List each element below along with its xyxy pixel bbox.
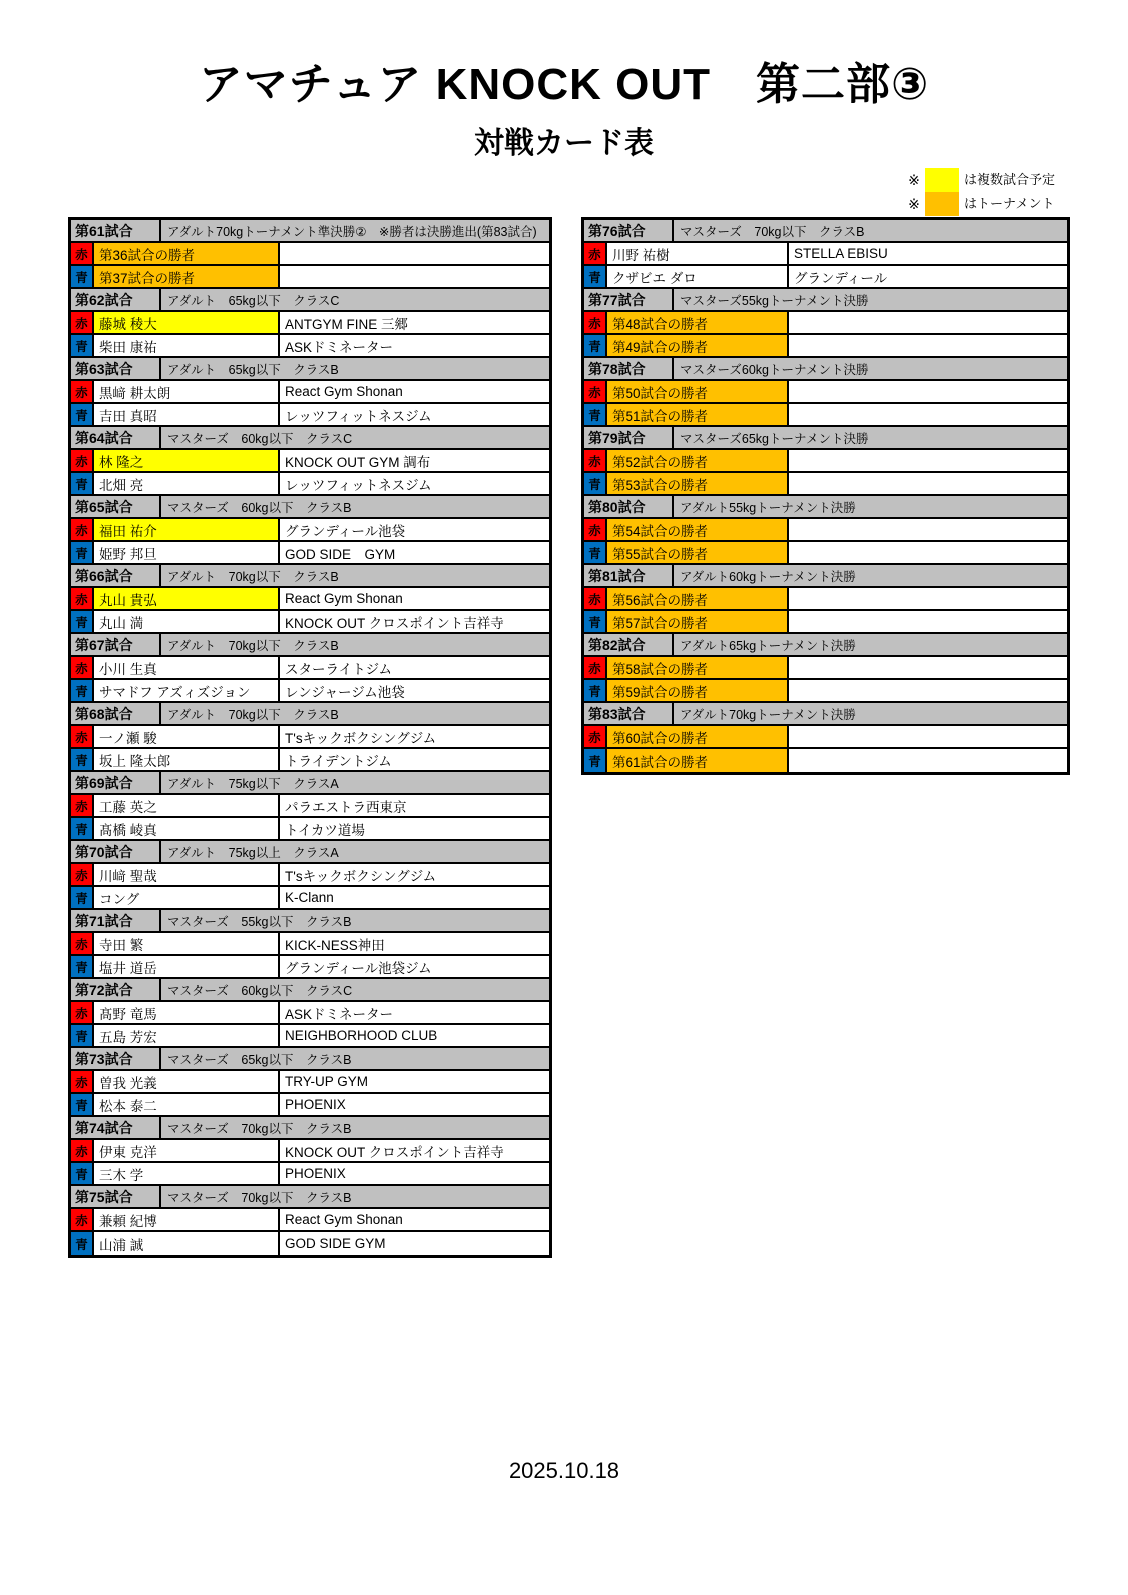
- match-header-row: [584, 496, 1067, 519]
- match-block: [71, 841, 549, 910]
- blue-fighter-row: [71, 335, 549, 358]
- fighter-name: クザビエ ダロ: [607, 266, 789, 287]
- orange-swatch: [925, 192, 959, 216]
- fighter-name: 髙野 竜馬: [94, 1002, 280, 1023]
- fighter-gym: トイカツ道場: [280, 818, 549, 839]
- blue-corner-badge: 青: [584, 749, 607, 772]
- legend-item-multiple-bouts: [903, 168, 1073, 192]
- blue-corner-badge: 青: [71, 749, 94, 770]
- fighter-gym: ANTGYM FINE 三郷: [280, 312, 549, 333]
- fighter-gym: [789, 588, 1067, 609]
- match-header-row: [584, 220, 1067, 243]
- blue-corner-badge: 青: [584, 611, 607, 632]
- fighter-name: 北畑 亮: [94, 473, 280, 494]
- fighter-gym: グランディール池袋: [280, 519, 549, 540]
- fighter-name: 塩井 道岳: [94, 956, 280, 977]
- match-number: 第65試合: [71, 496, 161, 517]
- fighter-gym: React Gym Shonan: [280, 588, 549, 609]
- red-corner-badge: 赤: [71, 864, 94, 885]
- fighter-gym: [789, 749, 1067, 772]
- fighter-name: 髙橋 崚真: [94, 818, 280, 839]
- fighter-name: 山浦 誠: [94, 1232, 280, 1255]
- reference-mark: ※: [908, 196, 920, 212]
- match-number: 第73試合: [71, 1048, 161, 1069]
- fighter-gym: グランディール: [789, 266, 1067, 287]
- fighter-gym: [789, 312, 1067, 333]
- fighter-name: 丸山 貴弘: [94, 588, 280, 609]
- match-number: 第78試合: [584, 358, 674, 379]
- match-header-row: [71, 220, 549, 243]
- match-number: 第72試合: [71, 979, 161, 1000]
- red-fighter-row: [71, 1140, 549, 1163]
- blue-corner-badge: 青: [584, 473, 607, 494]
- fighter-name: 第60試合の勝者: [607, 726, 789, 747]
- match-number: 第68試合: [71, 703, 161, 724]
- fighter-name: 川﨑 聖哉: [94, 864, 280, 885]
- blue-corner-badge: 青: [71, 473, 94, 494]
- match-number: 第82試合: [584, 634, 674, 655]
- match-category: マスターズ 70kg以下 クラスB: [161, 1186, 549, 1207]
- blue-fighter-row: [71, 404, 549, 427]
- fighter-name: 第53試合の勝者: [607, 473, 789, 494]
- match-header-row: [71, 1048, 549, 1071]
- blue-fighter-row: [584, 473, 1067, 496]
- match-category: アダルト65kgトーナメント決勝: [674, 634, 1067, 655]
- fighter-name: 第52試合の勝者: [607, 450, 789, 471]
- match-category: マスターズ 60kg以下 クラスC: [161, 427, 549, 448]
- blue-fighter-row: [71, 1163, 549, 1186]
- fighter-gym: [789, 680, 1067, 701]
- fighter-name: 三木 学: [94, 1163, 280, 1184]
- blue-corner-badge: 青: [71, 542, 94, 563]
- fighter-gym: PHOENIX: [280, 1094, 549, 1115]
- red-fighter-row: [584, 588, 1067, 611]
- red-corner-badge: 赤: [71, 519, 94, 540]
- page-title: アマチュア KNOCK OUT 第二部③: [198, 60, 930, 109]
- fighter-name: 第56試合の勝者: [607, 588, 789, 609]
- match-number: 第77試合: [584, 289, 674, 310]
- red-corner-badge: 赤: [584, 450, 607, 471]
- fighter-name: 兼頼 紀博: [94, 1209, 280, 1230]
- fighter-name: 吉田 真昭: [94, 404, 280, 425]
- fighter-name: 第59試合の勝者: [607, 680, 789, 701]
- fighter-name: 寺田 繁: [94, 933, 280, 954]
- match-category: アダルト 75kg以上 クラスA: [161, 841, 549, 862]
- blue-corner-badge: 青: [71, 1232, 94, 1255]
- match-category: マスターズ 55kg以下 クラスB: [161, 910, 549, 931]
- match-header-row: [71, 703, 549, 726]
- fighter-gym: KNOCK OUT クロスポイント吉祥寺: [280, 1140, 549, 1161]
- match-category: マスターズ55kgトーナメント決勝: [674, 289, 1067, 310]
- legend-label: はトーナメント: [964, 196, 1055, 211]
- blue-corner-badge: 青: [71, 887, 94, 908]
- match-category: マスターズ 60kg以下 クラスB: [161, 496, 549, 517]
- blue-corner-badge: 青: [71, 1163, 94, 1184]
- fighter-name: 姫野 邦旦: [94, 542, 280, 563]
- match-category: マスターズ 70kg以下 クラスB: [161, 1117, 549, 1138]
- fighter-gym: パラエストラ西東京: [280, 795, 549, 816]
- red-corner-badge: 赤: [584, 381, 607, 402]
- match-category: マスターズ 65kg以下 クラスB: [161, 1048, 549, 1069]
- blue-corner-badge: 青: [71, 680, 94, 701]
- fighter-name: 工藤 英之: [94, 795, 280, 816]
- match-header-row: [71, 979, 549, 1002]
- match-number: 第74試合: [71, 1117, 161, 1138]
- fighter-gym: T'sキックボクシングジム: [280, 726, 549, 747]
- red-corner-badge: 赤: [71, 312, 94, 333]
- red-corner-badge: 赤: [584, 312, 607, 333]
- match-number: 第81試合: [584, 565, 674, 586]
- fighter-name: 一ノ瀬 駿: [94, 726, 280, 747]
- blue-fighter-row: [71, 956, 549, 979]
- red-corner-badge: 赤: [584, 726, 607, 747]
- fighter-gym: レッツフィットネスジム: [280, 473, 549, 494]
- blue-fighter-row: [71, 542, 549, 565]
- red-fighter-row: [71, 243, 549, 266]
- fighter-name: 第61試合の勝者: [607, 749, 789, 772]
- match-block: [71, 289, 549, 358]
- match-number: 第63試合: [71, 358, 161, 379]
- match-number: 第79試合: [584, 427, 674, 448]
- blue-corner-badge: 青: [71, 335, 94, 356]
- fighter-name: 丸山 満: [94, 611, 280, 632]
- fighter-name: 福田 祐介: [94, 519, 280, 540]
- blue-corner-badge: 青: [71, 818, 94, 839]
- match-category: マスターズ65kgトーナメント決勝: [674, 427, 1067, 448]
- match-block: [584, 358, 1067, 427]
- match-header-row: [584, 703, 1067, 726]
- fighter-gym: TRY-UP GYM: [280, 1071, 549, 1092]
- red-fighter-row: [584, 726, 1067, 749]
- fighter-gym: レンジャージム池袋: [280, 680, 549, 701]
- match-block: [71, 220, 549, 289]
- match-block: [71, 358, 549, 427]
- match-block: [71, 1048, 549, 1117]
- fighter-gym: [789, 542, 1067, 563]
- red-corner-badge: 赤: [71, 1140, 94, 1161]
- blue-fighter-row: [71, 266, 549, 289]
- fighter-name: サマドフ アズィズジョン: [94, 680, 280, 701]
- fighter-name: 川野 祐樹: [607, 243, 789, 264]
- match-category: アダルト70kgトーナメント準決勝② ※勝者は決勝進出(第83試合): [161, 220, 549, 241]
- match-category: アダルト 70kg以下 クラスB: [161, 703, 549, 724]
- match-block: [584, 220, 1067, 289]
- match-block: [71, 565, 549, 634]
- red-fighter-row: [71, 1209, 549, 1232]
- legend: [903, 168, 1073, 216]
- red-corner-badge: 赤: [71, 795, 94, 816]
- match-number: 第66試合: [71, 565, 161, 586]
- fighter-name: 第58試合の勝者: [607, 657, 789, 678]
- red-fighter-row: [71, 381, 549, 404]
- match-table-left: [68, 217, 552, 1258]
- fighter-gym: [789, 381, 1067, 402]
- fighter-name: 五島 芳宏: [94, 1025, 280, 1046]
- blue-fighter-row: [71, 473, 549, 496]
- match-block: [584, 634, 1067, 703]
- red-fighter-row: [71, 1002, 549, 1025]
- fighter-name: 第57試合の勝者: [607, 611, 789, 632]
- blue-corner-badge: 青: [71, 266, 94, 287]
- fighter-name: 柴田 康祐: [94, 335, 280, 356]
- fighter-gym: KNOCK OUT GYM 調布: [280, 450, 549, 471]
- legend-label: は複数試合予定: [964, 172, 1056, 187]
- fighter-name: 藤城 稜大: [94, 312, 280, 333]
- red-corner-badge: 赤: [584, 243, 607, 264]
- red-fighter-row: [584, 657, 1067, 680]
- red-corner-badge: 赤: [71, 933, 94, 954]
- match-category: アダルト 70kg以下 クラスB: [161, 634, 549, 655]
- match-header-row: [584, 358, 1067, 381]
- match-header-row: [71, 1186, 549, 1209]
- red-fighter-row: [584, 312, 1067, 335]
- fighter-name: 小川 生真: [94, 657, 280, 678]
- match-header-row: [71, 496, 549, 519]
- fighter-name: コング: [94, 887, 280, 908]
- fighter-gym: スターライトジム: [280, 657, 549, 678]
- red-fighter-row: [584, 450, 1067, 473]
- blue-fighter-row: [71, 1232, 549, 1255]
- blue-fighter-row: [584, 266, 1067, 289]
- fighter-name: 第54試合の勝者: [607, 519, 789, 540]
- match-block: [584, 703, 1067, 772]
- red-corner-badge: 赤: [584, 519, 607, 540]
- fighter-gym: React Gym Shonan: [280, 381, 549, 402]
- red-fighter-row: [71, 933, 549, 956]
- fighter-gym: T'sキックボクシングジム: [280, 864, 549, 885]
- red-fighter-row: [71, 312, 549, 335]
- match-header-row: [71, 910, 549, 933]
- blue-corner-badge: 青: [71, 1025, 94, 1046]
- match-header-row: [71, 427, 549, 450]
- blue-fighter-row: [584, 749, 1067, 772]
- fighter-gym: [789, 450, 1067, 471]
- match-block: [71, 772, 549, 841]
- red-corner-badge: 赤: [71, 243, 94, 264]
- fighter-gym: React Gym Shonan: [280, 1209, 549, 1230]
- blue-fighter-row: [71, 1025, 549, 1048]
- match-number: 第69試合: [71, 772, 161, 793]
- fighter-name: 第48試合の勝者: [607, 312, 789, 333]
- match-number: 第76試合: [584, 220, 674, 241]
- fighter-gym: [789, 335, 1067, 356]
- fighter-gym: [789, 519, 1067, 540]
- match-category: マスターズ60kgトーナメント決勝: [674, 358, 1067, 379]
- match-header-row: [584, 634, 1067, 657]
- red-corner-badge: 赤: [71, 1209, 94, 1230]
- blue-corner-badge: 青: [71, 956, 94, 977]
- match-header-row: [71, 841, 549, 864]
- fighter-gym: [789, 657, 1067, 678]
- red-fighter-row: [584, 381, 1067, 404]
- fighter-gym: グランディール池袋ジム: [280, 956, 549, 977]
- red-corner-badge: 赤: [71, 450, 94, 471]
- fighter-gym: PHOENIX: [280, 1163, 549, 1184]
- fighter-name: 伊東 克洋: [94, 1140, 280, 1161]
- fighter-gym: KNOCK OUT クロスポイント吉祥寺: [280, 611, 549, 632]
- match-category: アダルト55kgトーナメント決勝: [674, 496, 1067, 517]
- blue-fighter-row: [584, 335, 1067, 358]
- match-header-row: [71, 289, 549, 312]
- blue-fighter-row: [71, 611, 549, 634]
- blue-corner-badge: 青: [71, 1094, 94, 1115]
- event-date: 2025.10.18: [508, 1458, 620, 1483]
- fighter-gym: GOD SIDE GYM: [280, 542, 549, 563]
- match-number: 第62試合: [71, 289, 161, 310]
- red-corner-badge: 赤: [71, 657, 94, 678]
- match-block: [584, 565, 1067, 634]
- blue-corner-badge: 青: [71, 611, 94, 632]
- match-header-row: [584, 565, 1067, 588]
- fighter-name: 第36試合の勝者: [94, 243, 280, 264]
- fighter-gym: NEIGHBORHOOD CLUB: [280, 1025, 549, 1046]
- red-fighter-row: [71, 795, 549, 818]
- match-header-row: [71, 772, 549, 795]
- fighter-gym: K-Clann: [280, 887, 549, 908]
- match-number: 第83試合: [584, 703, 674, 724]
- blue-fighter-row: [584, 611, 1067, 634]
- match-category: アダルト70kgトーナメント決勝: [674, 703, 1067, 724]
- fighter-gym: レッツフィットネスジム: [280, 404, 549, 425]
- match-category: アダルト 70kg以下 クラスB: [161, 565, 549, 586]
- reference-mark: ※: [908, 172, 920, 188]
- match-header-row: [71, 358, 549, 381]
- fighter-name: 黒﨑 耕太朗: [94, 381, 280, 402]
- blue-fighter-row: [584, 404, 1067, 427]
- match-header-row: [71, 565, 549, 588]
- match-header-row: [71, 1117, 549, 1140]
- match-category: アダルト 65kg以下 クラスB: [161, 358, 549, 379]
- red-corner-badge: 赤: [71, 726, 94, 747]
- red-fighter-row: [71, 450, 549, 473]
- match-header-row: [584, 289, 1067, 312]
- page-subtitle: 対戦カード表: [474, 127, 654, 160]
- match-category: アダルト 75kg以下 クラスA: [161, 772, 549, 793]
- match-number: 第75試合: [71, 1186, 161, 1207]
- blue-fighter-row: [71, 680, 549, 703]
- blue-fighter-row: [71, 749, 549, 772]
- match-header-row: [71, 634, 549, 657]
- blue-fighter-row: [71, 1094, 549, 1117]
- match-category: マスターズ 60kg以下 クラスC: [161, 979, 549, 1000]
- fighter-gym: [789, 473, 1067, 494]
- red-fighter-row: [584, 519, 1067, 542]
- blue-corner-badge: 青: [71, 404, 94, 425]
- match-block: [71, 910, 549, 979]
- fighter-gym: ASKドミネーター: [280, 335, 549, 356]
- fighter-name: 第50試合の勝者: [607, 381, 789, 402]
- blue-corner-badge: 青: [584, 335, 607, 356]
- match-number: 第61試合: [71, 220, 161, 241]
- red-corner-badge: 赤: [584, 588, 607, 609]
- fighter-gym: [789, 611, 1067, 632]
- red-corner-badge: 赤: [71, 1002, 94, 1023]
- red-fighter-row: [71, 864, 549, 887]
- match-number: 第80試合: [584, 496, 674, 517]
- fighter-name: 坂上 隆太郎: [94, 749, 280, 770]
- match-block: [71, 979, 549, 1048]
- blue-corner-badge: 青: [584, 542, 607, 563]
- match-block: [584, 289, 1067, 358]
- blue-corner-badge: 青: [584, 404, 607, 425]
- red-corner-badge: 赤: [71, 1071, 94, 1092]
- fighter-gym: [789, 404, 1067, 425]
- match-block: [584, 427, 1067, 496]
- legend-item-tournament: [903, 192, 1073, 216]
- match-table-right: [581, 217, 1070, 775]
- fighter-name: 林 隆之: [94, 450, 280, 471]
- blue-corner-badge: 青: [584, 266, 607, 287]
- match-category: アダルト60kgトーナメント決勝: [674, 565, 1067, 586]
- match-block: [71, 427, 549, 496]
- red-corner-badge: 赤: [584, 657, 607, 678]
- fighter-name: 第51試合の勝者: [607, 404, 789, 425]
- match-number: 第64試合: [71, 427, 161, 448]
- fighter-name: 第37試合の勝者: [94, 266, 280, 287]
- fighter-gym: [280, 266, 549, 287]
- red-fighter-row: [71, 588, 549, 611]
- match-number: 第70試合: [71, 841, 161, 862]
- fighter-name: 松本 泰二: [94, 1094, 280, 1115]
- red-fighter-row: [71, 726, 549, 749]
- fighter-gym: トライデントジム: [280, 749, 549, 770]
- fighter-gym: KICK-NESS神田: [280, 933, 549, 954]
- match-block: [71, 496, 549, 565]
- match-block: [71, 1117, 549, 1186]
- fighter-gym: [789, 726, 1067, 747]
- match-block: [71, 703, 549, 772]
- fighter-name: 第49試合の勝者: [607, 335, 789, 356]
- match-category: アダルト 65kg以下 クラスC: [161, 289, 549, 310]
- match-block: [71, 634, 549, 703]
- blue-fighter-row: [584, 542, 1067, 565]
- match-number: 第71試合: [71, 910, 161, 931]
- fighter-name: 曽我 光義: [94, 1071, 280, 1092]
- fighter-name: 第55試合の勝者: [607, 542, 789, 563]
- fighter-gym: GOD SIDE GYM: [280, 1232, 549, 1255]
- blue-corner-badge: 青: [584, 680, 607, 701]
- match-block: [584, 496, 1067, 565]
- blue-fighter-row: [71, 887, 549, 910]
- match-header-row: [584, 427, 1067, 450]
- fighter-gym: STELLA EBISU: [789, 243, 1067, 264]
- red-fighter-row: [584, 243, 1067, 266]
- red-corner-badge: 赤: [71, 588, 94, 609]
- match-block: [71, 1186, 549, 1255]
- red-fighter-row: [71, 519, 549, 542]
- red-fighter-row: [71, 1071, 549, 1094]
- match-number: 第67試合: [71, 634, 161, 655]
- blue-fighter-row: [71, 818, 549, 841]
- match-category: マスターズ 70kg以下 クラスB: [674, 220, 1067, 241]
- fighter-gym: ASKドミネーター: [280, 1002, 549, 1023]
- yellow-swatch: [925, 168, 959, 192]
- fighter-gym: [280, 243, 549, 264]
- blue-fighter-row: [584, 680, 1067, 703]
- red-corner-badge: 赤: [71, 381, 94, 402]
- red-fighter-row: [71, 657, 549, 680]
